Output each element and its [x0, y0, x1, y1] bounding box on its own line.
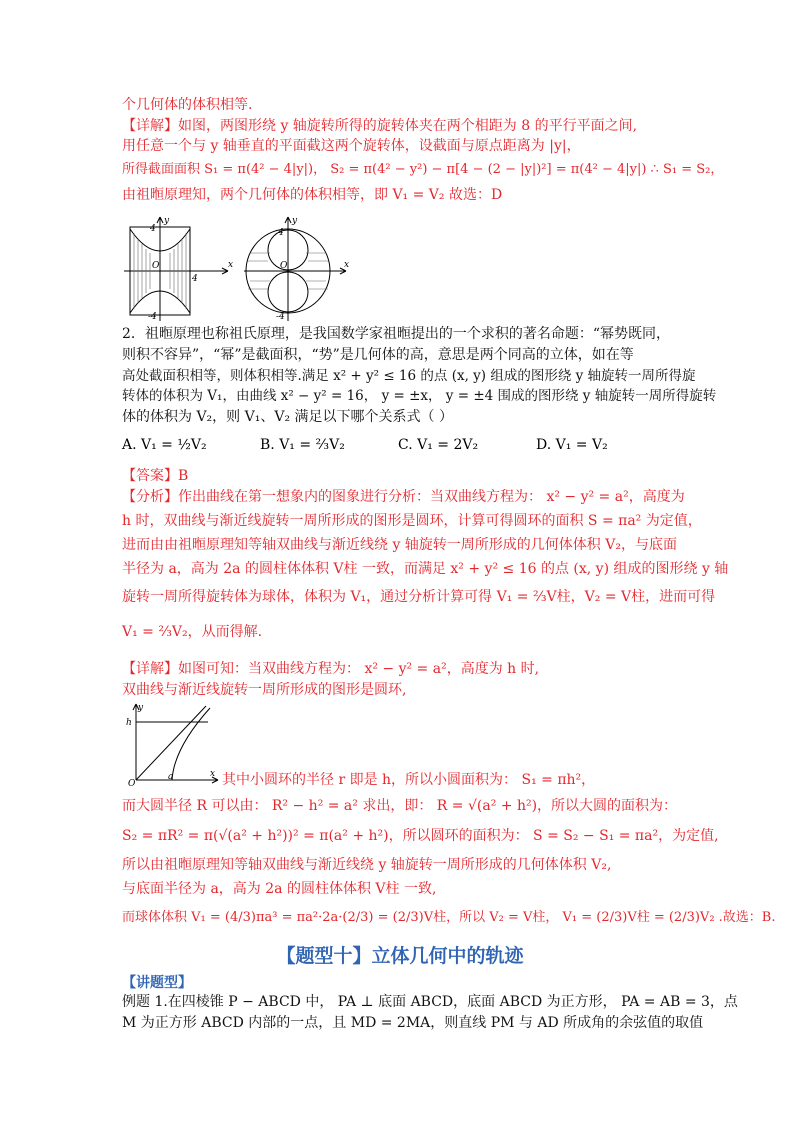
left-y-label: y: [164, 216, 170, 226]
left-origin-label: O: [152, 261, 160, 271]
question-line: 2．祖暅原理也称祖氏原理，是我国数学家祖暅提出的一个求积的著名命题：“幂势既同，: [122, 326, 671, 342]
hyperbola-branch: [172, 708, 210, 780]
example-line: M 为正方形 ABCD 内部的一点，且 MD = 2MA，则直线 PM 与 AD 所成角的余弦值的取值: [122, 1015, 704, 1031]
left-tick-4x: 4: [192, 274, 198, 284]
analysis-line: 【分析】作出曲线在第一想象内的图象进行分析：当双曲线方程为： x² − y² = a²，高度为: [122, 489, 685, 505]
origin-label: O: [128, 779, 136, 786]
detail-line: 双曲线与渐近线旋转一周所形成的图形是圆环,: [122, 682, 407, 698]
asymptote: [136, 706, 206, 780]
example-line: 例题 1.在四棱锥 P − ABCD 中， PA ⊥ 底面 ABCD，底面 ABCD 为正方形， PA = AB = 3，点: [122, 994, 738, 1010]
rotation-figures: [120, 213, 350, 323]
formula-line: 所得截面面积 S₁ = π(4² − 4|y|)， S₂ = π(4² − y²) − π[4 − (2 − |y|)²] = π(4² − 4|y|) ∴ S₁ = S₂，: [122, 162, 724, 177]
analysis-line: 旋转一周所得旋转体为球体，体积为 V₁，通过分析计算可得 V₁ = ⅔V柱，V₂ = V柱，进而可得: [122, 589, 716, 605]
detail-line: 其中小圆环的半径 r 即是 h，所以小圆面积为： S₁ = πh²，: [222, 772, 596, 788]
y-label: y: [138, 703, 144, 713]
detail-line: 【详解】如图可知：当双曲线方程为： x² − y² = a²，高度为 h 时,: [122, 661, 540, 677]
detail-line: 而球体体积 V₁ = (4/3)πa³ = πa²·2a·(2/3) = (2/3)V柱，所以 V₂ = V柱， V₁ = (2/3)V柱 = (2/3)V₂ .故选：B.: [122, 910, 776, 925]
text-line: 个几何体的体积相等.: [122, 97, 253, 113]
detail-line: 与底面半径为 a，高为 2a 的圆柱体体积 V柱 一致,: [122, 881, 437, 897]
right-tick-4: 4: [278, 228, 284, 238]
analysis-line: 进而由由祖暅原理知等轴双曲线与渐近线绕 y 轴旋转一周所形成的几何体体积 V₂，与底面: [122, 537, 677, 553]
question-line: 体的体积为 V₂，则 V₁、V₂ 满足以下哪个关系式（ ）: [122, 409, 453, 425]
x-label: x: [210, 769, 216, 779]
right-tick-neg4: -4: [276, 312, 285, 322]
section-label: 【讲题型】: [122, 975, 192, 991]
option-b[interactable]: B. V₁ = ⅔V₂: [260, 437, 345, 453]
question-line: 则积不容异”，“幂”是截面积，“势”是几何体的高，意思是两个同高的立体，如在等: [122, 347, 634, 363]
analysis-line: 半径为 a，高为 2a 的圆柱体体积 V柱 一致，而满足 x² + y² ≤ 16 的点 (x, y) 组成的图形绕 y 轴: [122, 561, 729, 577]
option-c[interactable]: C. V₁ = 2V₂: [398, 437, 479, 453]
text-line: 由祖暅原理知，两个几何体的体积相等，即 V₁ = V₂ 故选：D: [122, 187, 503, 203]
hyperbola-figure: [122, 700, 222, 786]
h-label: h: [126, 718, 132, 728]
question-line: 转体的体积为 V₁，由曲线 x² − y² = 16， y = ±x， y = ±4 围成的图形绕 y 轴旋转一周所得旋转: [122, 388, 717, 404]
detail-line: S₂ = πR² = π(√(a² + h²))² = π(a² + h²)，所以圆环的面积为： S = S₂ − S₁ = πa²，为定值,: [122, 828, 719, 844]
left-tick-neg4: -4: [148, 312, 157, 322]
a-label: a: [168, 772, 174, 782]
analysis-line: V₁ = ⅔V₂，从而得解.: [122, 624, 263, 640]
option-d[interactable]: D. V₁ = V₂: [536, 437, 608, 453]
right-x-label: x: [344, 260, 350, 270]
section-heading: 【题型十】立体几何中的轨迹: [276, 945, 524, 967]
answer-line: 【答案】B: [122, 468, 189, 484]
right-origin-label: O: [280, 261, 288, 271]
analysis-line: h 时，双曲线与渐近线旋转一周所形成的图形是圆环，计算可得圆环的面积 S = πa² 为定值，: [122, 513, 702, 529]
detail-line: 而大圆半径 R 可以由： R² − h² = a² 求出，即： R = √(a² + h²)，所以大圆的面积为：: [122, 798, 678, 814]
option-a[interactable]: A. V₁ = ½V₂: [122, 437, 207, 453]
right-y-label: y: [292, 216, 298, 226]
text-line: 用任意一个与 y 轴垂直的平面截这两个旋转体，设截面与原点距离为 |y|，: [122, 138, 581, 154]
left-x-label: x: [228, 260, 234, 270]
detail-line: 所以由祖暅原理知等轴双曲线与渐近线绕 y 轴旋转一周所形成的几何体体积 V₂,: [122, 857, 612, 873]
left-tick-4: 4: [150, 224, 156, 234]
text-line: 【详解】如图，两图形绕 y 轴旋转所得的旋转体夹在两个相距为 8 的平行平面之间,: [122, 118, 638, 134]
question-line: 高处截面积相等，则体积相等.满足 x² + y² ≤ 16 的点 (x, y) 组成的图形绕 y 轴旋转一周所得旋: [122, 368, 696, 384]
